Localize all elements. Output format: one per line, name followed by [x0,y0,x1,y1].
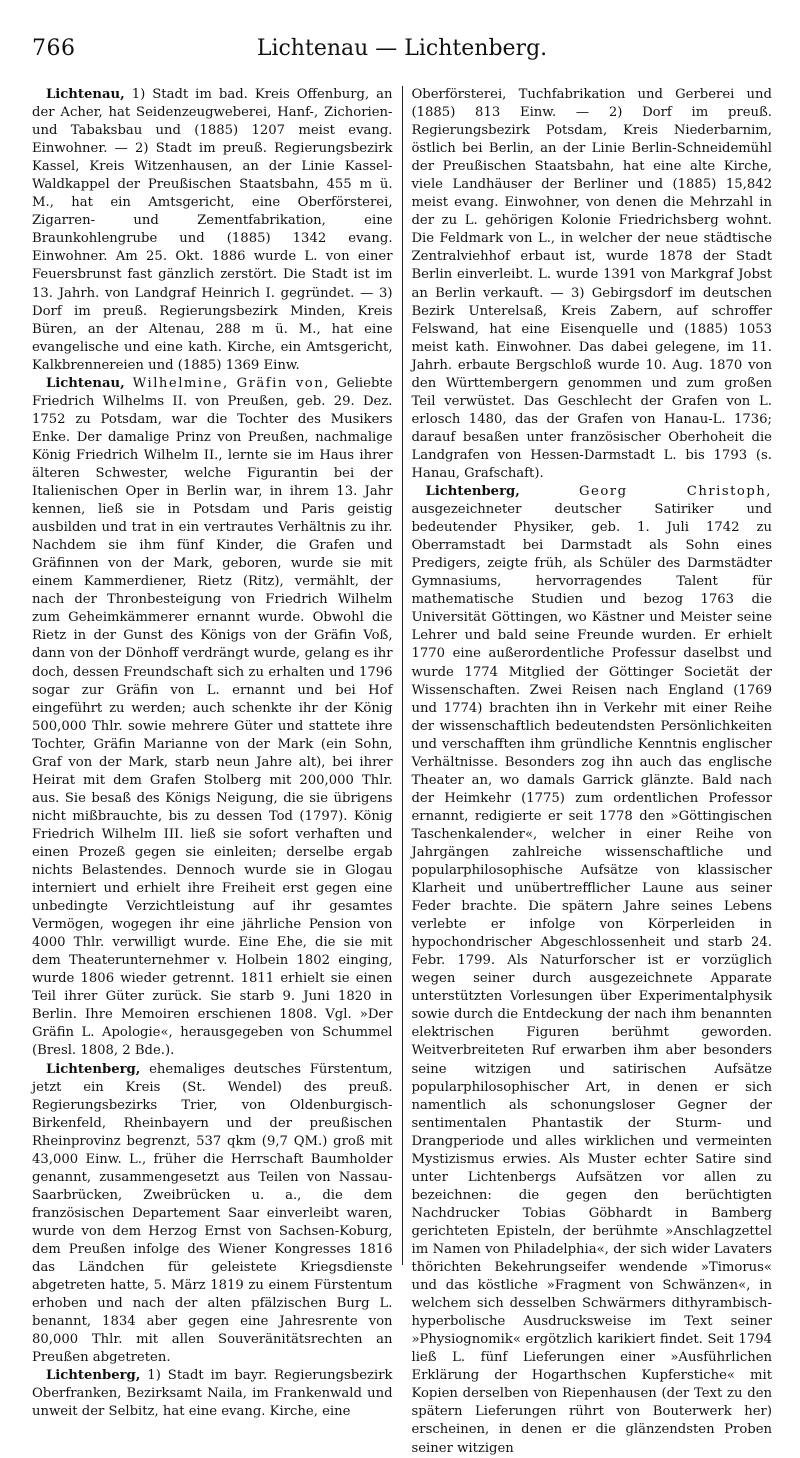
headword: Lichtenau, [46,87,125,102]
running-head: Lichtenau — Lichtenberg. [256,36,548,61]
entry-lichtenau-towns [32,86,393,375]
entry-text: 1) Stadt im bayr. Regierungsbezirk Oberfranken, Bezirksamt Naila, im Frankenwald und unweit der Selbitz, hat eine evang. Kirche, eine [32,1368,393,1420]
headword: Lichtenberg, [425,484,520,500]
entry-lichtenberg-towns-continued [411,86,772,483]
person-name: Wilhelmine, Gräfin von, [124,375,330,391]
right-column [411,86,772,1456]
entry-lichtenau-wilhelmine [32,375,393,1061]
person-name: Georg Christoph, [519,484,772,500]
headword: Lichtenberg, [46,1061,141,1077]
headword: Lichtenau, [46,375,125,391]
entry-text: Geliebte Friedrich Wilhelms II. von Preußen, geb. 29. Dez. 1752 zu Potsdam, war die Tochter des Musikers Enke. Der damalige Prinz von Preußen, nachmalige König Friedrich Wilhelm II., lernte sie im Haus ihrer älteren Schwester, welche Figurantin bei der Italienischen Oper in Berlin war, in ihrem 13. Jahr kennen, ließ sie in Potsdam und Paris geistig ausbilden und trat in ein vertrautes Verhältnis zu ihr. Nachdem sie ihm fünf Kinder, die Grafen und Gräfinnen von der Mark, geboren, wurde sie mit einem Kammerdiener, Rietz (Ritz), vermählt, der nach der Thronbesteigung von Friedrich Wilhelm zum Geheimkämmerer ernannt wurde. Obwohl die Rietz in der Gunst des Königs von der Gräfin Voß, dann von der Dönhoff verdrängt wurde, gelang es ihr doch, dessen Freundschaft sich zu erhalten und 1796 sogar zur Gräfin von L. ernannt und bei Hof eingeführt zu werden; auch schenkte ihr der König 500,000 Thlr. sowie mehrere Güter und stattete ihre Tochter, Gräfin Marianne von der Mark (ein Sohn, Graf von der Mark, starb neun Jahre alt), bei ihrer Heirat mit dem Grafen Stolberg mit 200,000 Thlr. aus. Sie besaß des Königs Neigung, die sie übrigens nicht mißbrauchte, bis zu dessen Tod (1797). König Friedrich Wilhelm III. ließ sie sofort verhaften und einen Prozeß gegen sie einleiten; derselbe ergab nichts Belastendes. Dennoch wurde sie in Glogau interniert und erhielt ihre Freiheit erst gegen eine unbedingte Verzichtleistung auf ihr gesamtes Vermögen, wogegen ihr eine jährliche Pension von 4000 Thlr. verwilligt wurde. Eine Ehe, die sie mit dem Theaterunternehmer v. Holbein 1802 einging, wurde 1806 wieder getrennt. 1811 erhielt sie einen Teil ihrer Güter zurück. Sie starb 9. Juni 1820 in Berlin. Ihre Memoiren erschienen 1808. Vgl. »Der Gräfin L. Apologie«, herausgegeben von Schummel (Bresl. 1808, 2 Bde.). [32,375,393,1059]
text-columns [32,86,772,1456]
entry-text: ehemaliges deutsches Fürstentum, jetzt ein Kreis (St. Wendel) des preuß. Regierungsbezirks Trier, von Oldenburgisch-Birkenfeld, Rheinbayern und der preußischen Rheinprovinz begrenzt, 537 qkm (9,7 QM.) groß mit 43,000 Einw. L., früher die Herrschaft Baumholder genannt, zusammengesetzt aus Teilen von Nassau-Saarbrücken, Zweibrücken u. a., die dem französischen Departement Saar einverleibt waren, wurde von dem Herzog Ernst von Sachsen-Koburg, dem Preußen infolge des Wiener Kongresses 1816 das Ländchen für geleistete Kriegsdienste abgetreten hatte, 5. März 1819 zu einem Fürstentum erhoben und nach der alten pfälzischen Burg L. benannt, 1834 aber gegen eine Jahresrente von 80,000 Thlr. mit allen Souveränitätsrechten an Preußen abgetreten. [32,1061,393,1366]
left-column [32,86,393,1420]
entry-lichtenberg-principality [32,1061,393,1368]
entry-text: 1) Stadt im bad. Kreis Offenburg, an der Acher, hat Seidenzeugweberei, Hanf-, Zichorien- und Tabaksbau und (1885) 1207 meist evang. Einwohner. — 2) Stadt im preuß. Regierungsbezirk Kassel, Kreis Witzenhausen, an der Linie Kassel-Waldkappel der Preußischen Staatsbahn, 455 m ü. M., hat ein Amtsgericht, eine Oberförsterei, Zigarren- und Zementfabrikation, eine Braunkohlengrube und (1885) 1342 evang. Einwohner. Am 25. Okt. 1886 wurde L. von einer Feuersbrunst fast gänzlich zerstört. Die Stadt ist im 13. Jahrh. von Landgraf Heinrich I. gegründet. — 3) Dorf im preuß. Regierungsbezirk Minden, Kreis Büren, an der Altenau, 288 m ü. M., hat eine evangelische und eine kath. Kirche, ein Amtsgericht, Kalkbrennereien und (1885) 1369 Einw. [32,87,393,373]
page-header [32,36,772,76]
entry-lichtenberg-towns [32,1367,393,1421]
headword: Lichtenberg, [46,1368,141,1384]
column-divider [402,86,403,1265]
entry-text: ausgezeichneter deutscher Satiriker und bedeutender Physiker, geb. 1. Juli 1742 zu Oberramstadt bei Darmstadt als Sohn eines Predigers, zeigte früh, als Schüler des Darmstädter Gymnasiums, hervorragendes Talent für mathematische Studien und bezog 1763 die Universität Göttingen, wo Kästner und Meister seine Lehrer und bald seine Freunde wurden. Er erhielt 1770 eine außerordentliche Professur daselbst und wurde 1774 Mitglied der Göttinger Societät der Wissenschaften. Zwei Reisen nach England (1769 und 1774) brachten ihn in Verkehr mit einer Reihe der wissenschaftlich bedeutendsten Persönlichkeiten und verschafften ihm gründliche Kenntnis englischer Verhältnisse. Besonders zog ihn auch das englische Theater an, wo damals Garrick glänzte. Bald nach der Heimkehr (1775) zum ordentlichen Professor ernannt, redigierte er seit 1778 den »Göttingischen Taschenkalender«, welcher in einer Reihe von Jahrgängen zahlreiche wissenschaftliche und popularphilosophische Aufsätze von klassischer Klarheit und unübertrefflicher Laune aus seiner Feder brachte. Die spätern Jahre seines Lebens verlebte er infolge von Körperleiden in hypochondrischer Abgeschlossenheit und starb 24. Febr. 1799. Als Naturforscher ist er vorzüglich wegen seiner durch ausgezeichnete Apparate unterstützten Vorlesungen über Experimentalphysik sowie durch die Entdeckung der nach ihm benannten elektrischen Figuren berühmt geworden. Weitverbreiteten Ruf erwarben ihm aber besonders seine witzigen und satirischen Aufsätze popularphilosophischer Art, in denen er sich namentlich als schonungsloser Gegner der sentimentalen Phantastik der Sturm- und Drangperiode und alles wirklichen und vermeinten Mystizismus erwies. Als Muster echter Satire sind unter Lichtenbergs Aufsätzen vor allen zu bezeichnen: die gegen den berüchtigten Nachdrucker Tobias Göbhardt in Bamberg gerichteten Episteln, der berühmte »Anschlagzettel im Namen von Philadelphia«, der sich wider Lavaters thörichten Bekehrungseifer wendende »Timorus« und das köstliche »Fragment von Schwänzen«, in welchem sich desselben Schwärmers dithyrambisch-hyperbolische Ausdrucksweise im Text seiner »Physiognomik« ergötzlich karikiert findet. Seit 1794 ließ L. fünf Lieferungen einer »Ausführlichen Erklärung der Hogarthschen Kupferstiche« mit Kopien derselben von Riepenhausen (der Text zu den spätern Lieferungen rührt von Bouterwerk her) erscheinen, in denen er die glänzendsten Proben seiner witzigen [411,502,772,1456]
entry-lichtenberg-georg-christoph [411,483,772,1458]
entry-text: Oberförsterei, Tuchfabrikation und Gerberei und (1885) 813 Einw. — 2) Dorf im preuß. Regierungsbezirk Potsdam, Kreis Niederbarnim, östlich bei Berlin, an der Linie Berlin-Schneidemühl der Preußischen Staatsbahn, hat eine alte Kirche, viele Landhäuser der Berliner und (1885) 15,842 meist evang. Einwohner, von denen die Mehrzahl in der zu L. gehörigen Kolonie Friedrichsberg wohnt. Die Feldmark von L., in welcher der neue städtische Zentralviehhof erbaut ist, wurde 1878 der Stadt Berlin einverleibt. L. wurde 1391 von Markgraf Jobst an Berlin verkauft. — 3) Gebirgsdorf im deutschen Bezirk Unterelsaß, Kreis Zabern, auf schroffer Felswand, hat eine Eisenquelle und (1885) 1053 meist kath. Einwohner. Das dabei gelegene, im 11. Jahrh. erbaute Bergschloß wurde 10. Aug. 1870 von den Württembergern genommen und zum großen Teil verwüstet. Das Geschlecht der Grafen von L. erlosch 1480, das der Grafen von Hanau-L. 1736; darauf besaßen unter französischer Oberhoheit die Landgrafen von Hessen-Darmstadt L. bis 1793 (s. Hanau, Grafschaft). [411,87,772,481]
page-number: 766 [32,36,76,61]
